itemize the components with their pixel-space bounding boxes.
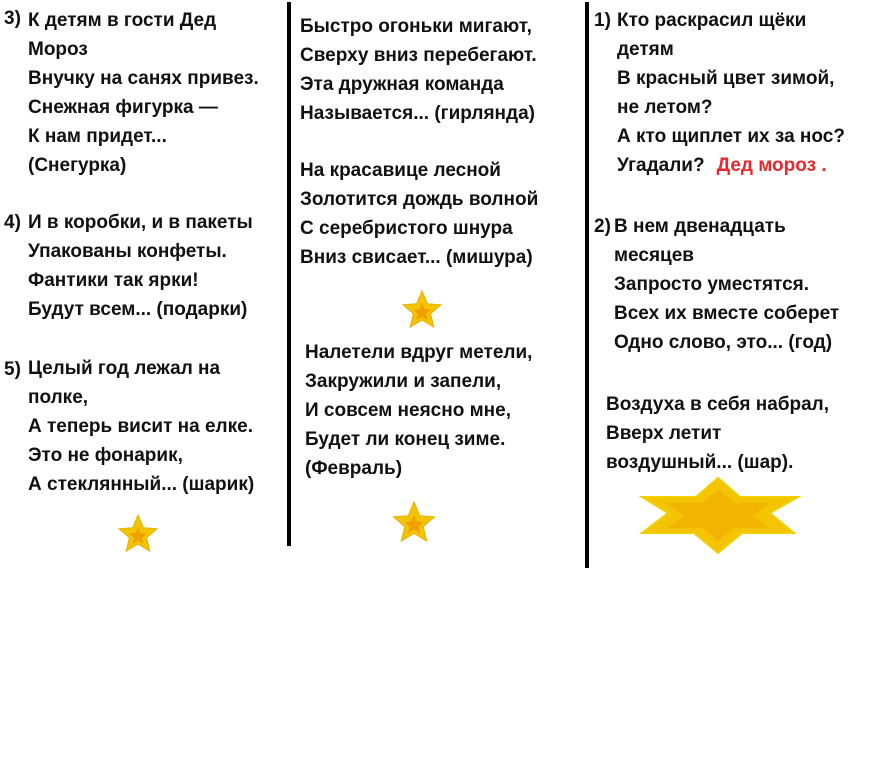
riddle-number: 5) — [4, 359, 21, 380]
riddle-line: Упакованы конфеты. — [28, 241, 227, 262]
riddle-line: Внучку на санях привез. — [28, 68, 259, 89]
riddle-line: Будет ли конец зиме. — [305, 429, 506, 450]
riddle-line: В нем двенадцать — [614, 216, 786, 237]
riddle-line: Это не фонарик, — [28, 445, 183, 466]
riddle-line: Сверху вниз перебегают. — [300, 45, 537, 66]
star-icon — [403, 291, 441, 327]
riddle-line: Золотится дождь волной — [300, 189, 539, 210]
riddle-line: Целый год лежал на — [28, 358, 221, 379]
riddle-line: месяцев — [614, 245, 694, 266]
riddle-line: полке, — [28, 387, 89, 408]
riddle-line: Быстро огоньки мигают, — [300, 16, 532, 37]
riddle-line: Вверх летит — [606, 423, 722, 444]
riddle-line: На красавице лесной — [300, 160, 501, 181]
riddle-line: Эта дружная команда — [300, 74, 504, 95]
riddle-number: 1) — [594, 10, 611, 31]
answer-text: Дед мороз . — [716, 155, 827, 176]
riddle-line: А кто щиплет их за нос? — [617, 126, 845, 147]
riddle-line: детям — [617, 39, 674, 60]
star-icon — [119, 515, 157, 551]
riddle-number: 2) — [594, 216, 611, 237]
riddle-line: (Снегурка) — [28, 155, 127, 176]
riddle-line: К детям в гости Дед — [28, 10, 217, 31]
riddle-line: А теперь висит на елке. — [28, 416, 253, 437]
riddle-line: Будут всем... (подарки) — [28, 299, 248, 320]
riddle-line: не летом? — [617, 97, 713, 118]
riddle-number: 3) — [4, 8, 21, 29]
riddle-line: Кто раскрасил щёки — [617, 10, 807, 31]
riddle-line: Запросто уместятся. — [614, 274, 810, 295]
riddle-line: Называется... (гирлянда) — [300, 103, 535, 124]
riddle-line: (Февраль) — [305, 458, 403, 479]
riddle-line: Снежная фигурка — — [28, 97, 218, 118]
riddle-line: Угадали? — [617, 155, 705, 176]
star-icon — [394, 502, 435, 541]
riddle-line: И в коробки, и в пакеты — [28, 212, 253, 233]
riddle-line: А стеклянный... (шарик) — [28, 474, 255, 495]
riddle-line: Одно слово, это... (год) — [614, 332, 833, 353]
riddle-line: Закружили и запели, — [305, 371, 502, 392]
riddle-line: Налетели вдруг метели, — [305, 342, 533, 363]
riddle-line: Мороз — [28, 39, 88, 60]
riddle-line: К нам придет... — [28, 126, 167, 147]
riddle-line: И совсем неясно мне, — [305, 400, 511, 421]
riddle-line: воздушный... (шар). — [606, 452, 794, 473]
riddle-line: Воздуха в себя набрал, — [606, 394, 830, 415]
star-icon — [642, 478, 798, 553]
riddle-line: Всех их вместе соберет — [614, 303, 840, 324]
riddle-line: Фантики так ярки! — [28, 270, 199, 291]
riddle-line: С серебристого шнура — [300, 218, 513, 239]
riddle-line: Вниз свисает... (мишура) — [300, 247, 533, 268]
riddle-line: В красный цвет зимой, — [617, 68, 835, 89]
riddle-number: 4) — [4, 212, 21, 233]
